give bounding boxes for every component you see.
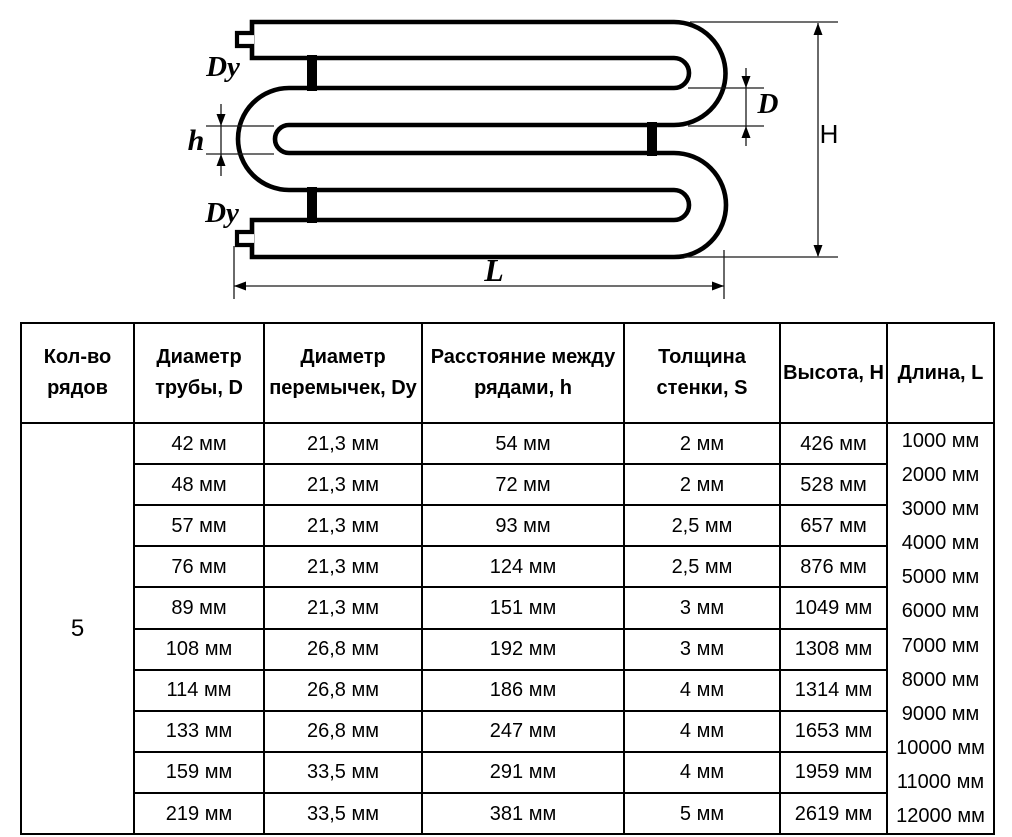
table-row bbox=[21, 587, 994, 628]
label-length: L bbox=[484, 252, 504, 288]
label-d: D bbox=[757, 88, 779, 120]
cell-s: 2,5 мм bbox=[624, 546, 780, 587]
cell-height: 876 мм bbox=[780, 546, 887, 587]
length-option: 1000 мм bbox=[901, 430, 980, 452]
cell-height: 1314 мм bbox=[780, 670, 887, 711]
cell-s: 2 мм bbox=[624, 423, 780, 464]
arrowhead-length-left bbox=[234, 282, 246, 291]
pipe-stub-bottom bbox=[237, 232, 254, 245]
label-dy-bottom: Dy bbox=[205, 197, 239, 229]
label-height: H bbox=[819, 119, 839, 149]
table-row bbox=[21, 752, 994, 793]
cell-h: 124 мм bbox=[422, 546, 624, 587]
length-option: 7000 мм bbox=[901, 634, 980, 657]
cell-s: 2,5 мм bbox=[624, 505, 780, 546]
cell-s: 3 мм bbox=[624, 587, 780, 628]
arrowhead-h-down bbox=[217, 114, 226, 126]
table-row bbox=[21, 423, 994, 464]
cell-s: 3 мм bbox=[624, 629, 780, 670]
cell-h: 192 мм bbox=[422, 629, 624, 670]
cell-h: 72 мм bbox=[422, 464, 624, 505]
cell-d: 42 мм bbox=[134, 423, 264, 464]
cell-height: 1049 мм bbox=[780, 587, 887, 628]
cell-h: 247 мм bbox=[422, 711, 624, 752]
cell-dy: 26,8 мм bbox=[264, 670, 422, 711]
cell-s: 2 мм bbox=[624, 464, 780, 505]
length-option: 8000 мм bbox=[901, 668, 980, 691]
cell-s: 4 мм bbox=[624, 752, 780, 793]
table-row bbox=[21, 546, 994, 587]
cell-dy: 21,3 мм bbox=[264, 546, 422, 587]
header-row-spacing: Расстояние между рядами, h bbox=[422, 323, 624, 423]
length-option: 2000 мм bbox=[901, 464, 980, 487]
arrowhead-length-right bbox=[712, 282, 724, 291]
row-count-cell: 5 bbox=[21, 423, 134, 834]
length-option: 5000 мм bbox=[901, 566, 980, 589]
label-h: h bbox=[187, 124, 205, 157]
header-length: Длина, L bbox=[887, 323, 994, 423]
cell-height: 657 мм bbox=[780, 505, 887, 546]
cell-s: 4 мм bbox=[624, 711, 780, 752]
pipe-stub-top bbox=[237, 33, 254, 46]
cell-h: 381 мм bbox=[422, 793, 624, 834]
cell-d: 57 мм bbox=[134, 505, 264, 546]
arrowhead-h-up bbox=[217, 154, 226, 166]
header-height: Высота, H bbox=[780, 323, 887, 423]
header-tube-diameter: Диаметр трубы, D bbox=[134, 323, 264, 423]
length-options-cell bbox=[887, 423, 994, 834]
arrowhead-height-up bbox=[814, 23, 823, 35]
header-jumper-diameter: Диаметр перемычек, Dy bbox=[264, 323, 422, 423]
cell-d: 76 мм bbox=[134, 546, 264, 587]
cell-h: 186 мм bbox=[422, 670, 624, 711]
cell-h: 291 мм bbox=[422, 752, 624, 793]
cell-dy: 21,3 мм bbox=[264, 587, 422, 628]
cell-dy: 33,5 мм bbox=[264, 793, 422, 834]
length-option: 3000 мм bbox=[901, 498, 980, 521]
cell-height: 1308 мм bbox=[780, 629, 887, 670]
arrowhead-d-up bbox=[742, 126, 751, 138]
length-option: 12000 мм bbox=[896, 805, 985, 828]
cell-dy: 21,3 мм bbox=[264, 423, 422, 464]
cell-height: 426 мм bbox=[780, 423, 887, 464]
table-row bbox=[21, 629, 994, 670]
arrowhead-d-down bbox=[742, 76, 751, 88]
header-row-count: Кол-во рядов bbox=[21, 323, 134, 423]
cell-d: 133 мм bbox=[134, 711, 264, 752]
cell-h: 54 мм bbox=[422, 423, 624, 464]
register-diagram bbox=[0, 0, 1012, 315]
length-option: 10000 мм bbox=[896, 736, 985, 759]
cell-d: 108 мм bbox=[134, 629, 264, 670]
table-row bbox=[21, 670, 994, 711]
table-row bbox=[21, 505, 994, 546]
cell-d: 159 мм bbox=[134, 752, 264, 793]
cell-s: 4 мм bbox=[624, 670, 780, 711]
spec-table bbox=[20, 322, 995, 835]
table-row bbox=[21, 711, 994, 752]
cell-dy: 21,3 мм bbox=[264, 505, 422, 546]
cell-h: 93 мм bbox=[422, 505, 624, 546]
cell-height: 2619 мм bbox=[780, 793, 887, 834]
cell-height: 528 мм bbox=[780, 464, 887, 505]
cell-dy: 21,3 мм bbox=[264, 464, 422, 505]
cell-d: 89 мм bbox=[134, 587, 264, 628]
cell-d: 48 мм bbox=[134, 464, 264, 505]
cell-h: 151 мм bbox=[422, 587, 624, 628]
cell-d: 114 мм bbox=[134, 670, 264, 711]
length-option: 4000 мм bbox=[901, 532, 980, 555]
cell-s: 5 мм bbox=[624, 793, 780, 834]
length-option: 6000 мм bbox=[901, 600, 980, 623]
cell-dy: 26,8 мм bbox=[264, 629, 422, 670]
cell-d: 219 мм bbox=[134, 793, 264, 834]
spec-table-body bbox=[21, 423, 994, 834]
table-row bbox=[21, 793, 994, 834]
cell-dy: 26,8 мм bbox=[264, 711, 422, 752]
length-option: 11000 мм bbox=[896, 770, 985, 793]
arrowhead-height-down bbox=[814, 245, 823, 257]
cell-height: 1653 мм bbox=[780, 711, 887, 752]
cell-dy: 33,5 мм bbox=[264, 752, 422, 793]
cell-height: 1959 мм bbox=[780, 752, 887, 793]
table-row bbox=[21, 464, 994, 505]
length-option: 9000 мм bbox=[901, 702, 980, 725]
label-dy-top: Dy bbox=[206, 51, 240, 83]
header-row bbox=[21, 323, 994, 423]
header-wall-thickness: Толщина стенки, S bbox=[624, 323, 780, 423]
